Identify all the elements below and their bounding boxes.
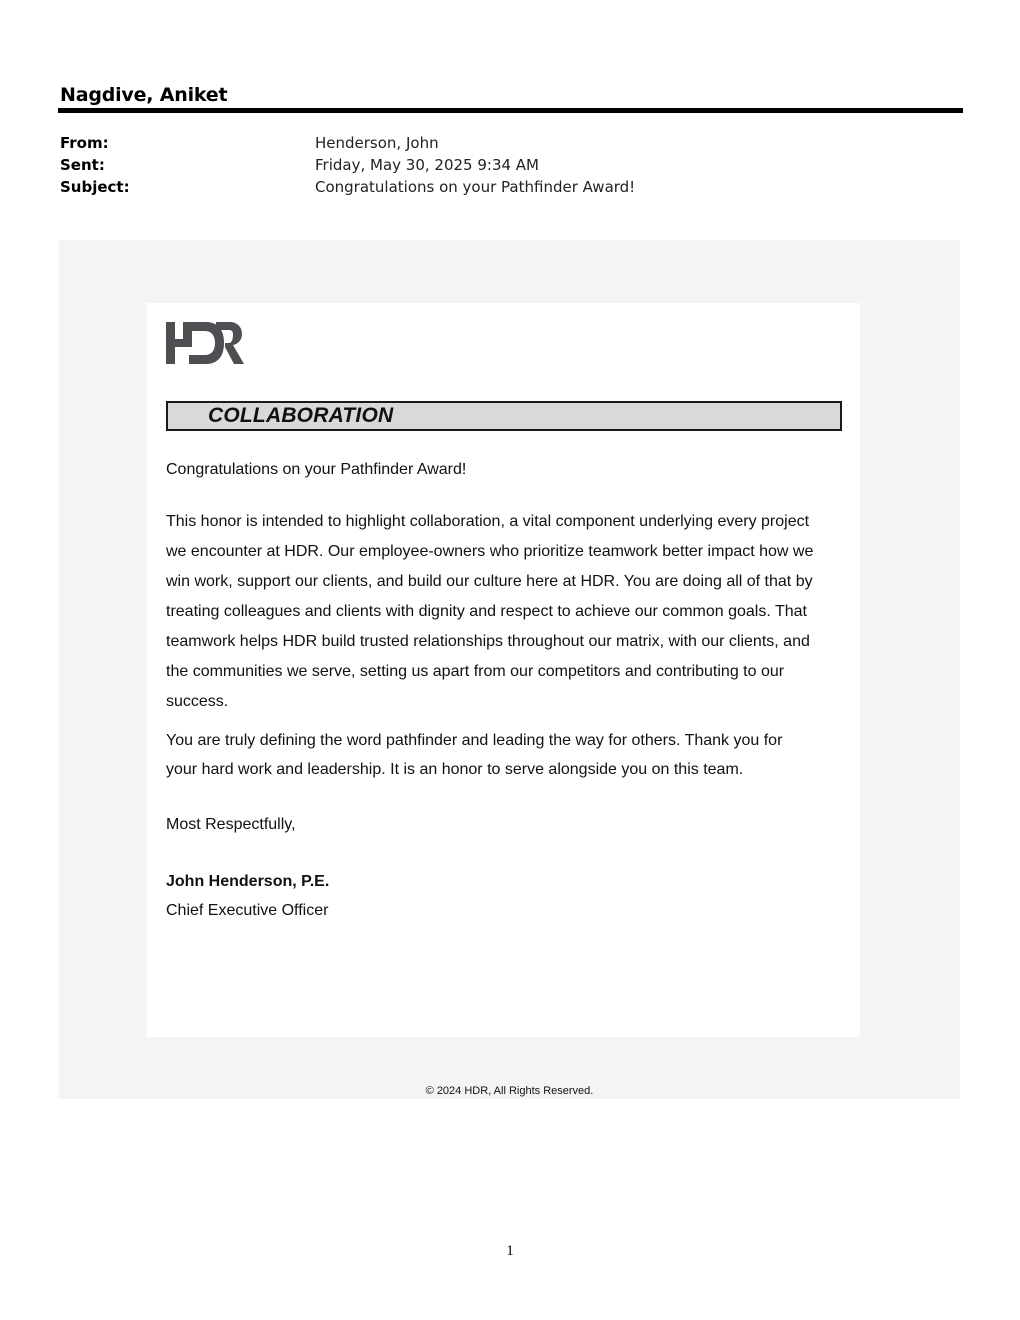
paragraph-line: we encounter at HDR. Our employee-owners who prioritize teamwork better impact how we — [166, 543, 814, 560]
email-metadata — [60, 132, 635, 198]
email-greeting: Congratulations on your Pathfinder Award! — [166, 461, 467, 478]
from-value: Henderson, John — [315, 134, 439, 152]
header-divider — [58, 108, 963, 113]
signature-title: Chief Executive Officer — [166, 902, 329, 919]
paragraph-line: success. — [166, 693, 229, 710]
paragraph-line: win work, support our clients, and build our culture here at HDR. You are doing all of that by — [166, 573, 813, 590]
paragraph-line: your hard work and leadership. It is an honor to serve alongside you on this team. — [166, 761, 744, 778]
sent-row — [60, 154, 635, 176]
collaboration-banner — [166, 401, 842, 431]
from-label: From: — [60, 134, 109, 152]
copyright-notice: © 2024 HDR, All Rights Reserved. — [425, 1085, 594, 1097]
mailbox-owner-name: Nagdive, Aniket — [60, 84, 228, 106]
paragraph-line: the communities we serve, setting us apart from our competitors and contributing to our — [166, 663, 785, 680]
page-number: 1 — [506, 1243, 514, 1259]
subject-row — [60, 176, 635, 198]
paragraph-line: treating colleagues and clients with dignity and respect to achieve our common goals. That — [166, 603, 807, 620]
email-paragraph-2 — [166, 726, 856, 784]
email-paragraph-1 — [166, 507, 856, 717]
subject-value: Congratulations on your Pathfinder Award! — [315, 178, 636, 196]
paragraph-line: You are truly defining the word pathfinder and leading the way for others. Thank you for — [166, 732, 783, 749]
subject-label: Subject: — [60, 178, 130, 196]
sent-value: Friday, May 30, 2025 9:34 AM — [315, 156, 539, 174]
from-row — [60, 132, 635, 154]
hdr-logo — [166, 322, 244, 364]
email-closing: Most Respectfully, — [166, 816, 296, 833]
signature-name: John Henderson, P.E. — [166, 873, 330, 890]
banner-title: COLLABORATION — [208, 404, 394, 427]
sent-label: Sent: — [60, 156, 105, 174]
paragraph-line: This honor is intended to highlight collaboration, a vital component underlying every project — [166, 513, 810, 530]
paragraph-line: teamwork helps HDR build trusted relationships throughout our matrix, with our clients, and — [166, 633, 810, 650]
hdr-logo-h-bar — [166, 339, 192, 347]
